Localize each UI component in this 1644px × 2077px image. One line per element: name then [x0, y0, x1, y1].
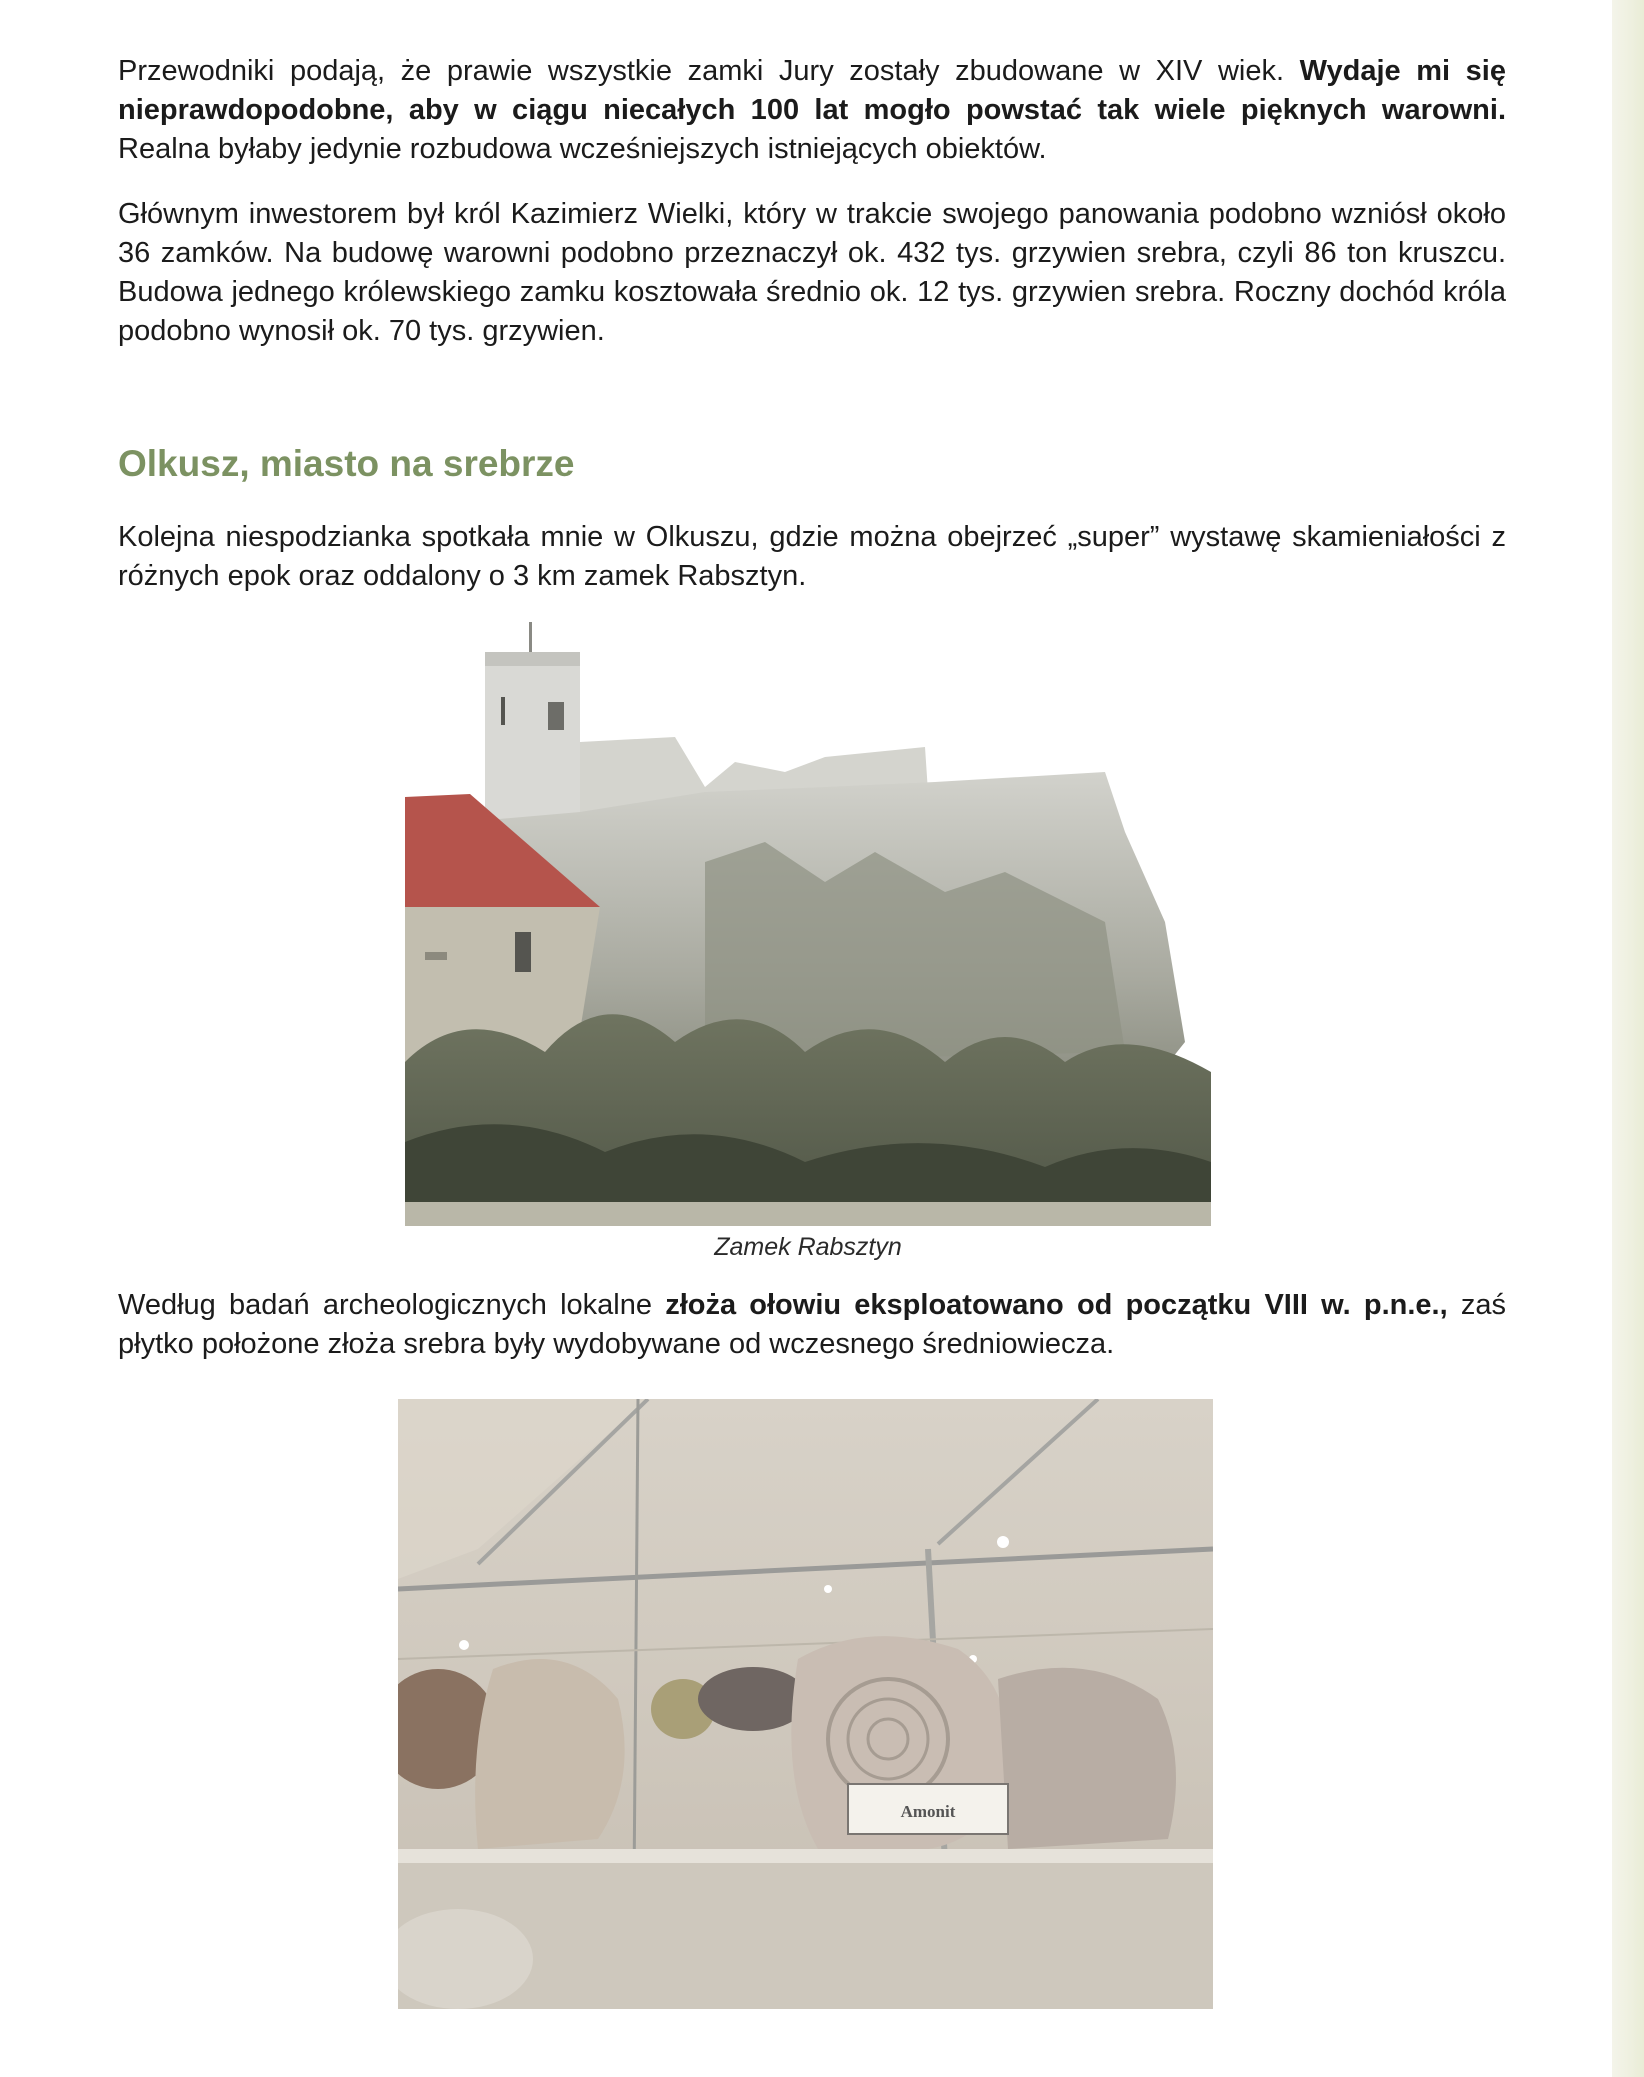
paragraph-olkusz: Kolejna niespodzianka spotkała mnie w Olkuszu, gdzie można obejrzeć „super” wystawę skamieniałości z różnych epok oraz oddalony o 3 km zamek Rabsztyn.: [118, 521, 1506, 592]
p1-text-end: Realna byłaby jedynie rozbudowa wcześniejszych istniejących obiektów.: [118, 133, 1047, 165]
fossil-illustration: [398, 1399, 1213, 2009]
paragraph-kazimierz: Głównym inwestorem był król Kazimierz Wielki, który w trakcie swojego panowania podobno wzniósł około 36 zamków. Na budowę warowni podobno przeznaczył ok. 432 tys. grzywien srebra, czyli 86 ton kruszcu. Budowa jednego królewskiego zamku kosztowała średnio ok. 12 tys. grzywien srebra. Roczny dochód króla podobno wynosił ok. 70 tys. grzywien.: [118, 198, 1506, 347]
fossil-label-text: Amonit: [900, 1802, 956, 1821]
castle-caption: Zamek Rabsztyn: [714, 1233, 902, 1261]
paragraph-mining: [118, 1286, 1506, 1364]
page-edge-band: [1612, 0, 1644, 2077]
paragraph-castles-intro: [118, 52, 1506, 169]
p4-text-start: Według badań archeologicznych lokalne: [118, 1289, 666, 1321]
castle-illustration: [405, 622, 1211, 1226]
p1-bold-statement: Wydaje mi się nieprawdopodobne, aby w ciągu niecałych 100 lat mogło powstać tak wiele pięknych warowni.: [118, 55, 1506, 126]
p4-bold-statement: złoża ołowiu eksploatowano od początku VIII w. p.n.e.,: [665, 1289, 1448, 1321]
castle-photo: [405, 622, 1211, 1226]
fossil-exhibit-photo: [398, 1399, 1213, 2009]
section-heading: Olkusz, miasto na srebrze: [118, 443, 575, 484]
p4-text-end: zaś płytko położone złoża srebra były wydobywane od wczesnego średniowiecza.: [118, 1289, 1506, 1360]
p1-text-start: Przewodniki podają, że prawie wszystkie zamki Jury zostały zbudowane w XIV wiek.: [118, 55, 1300, 87]
